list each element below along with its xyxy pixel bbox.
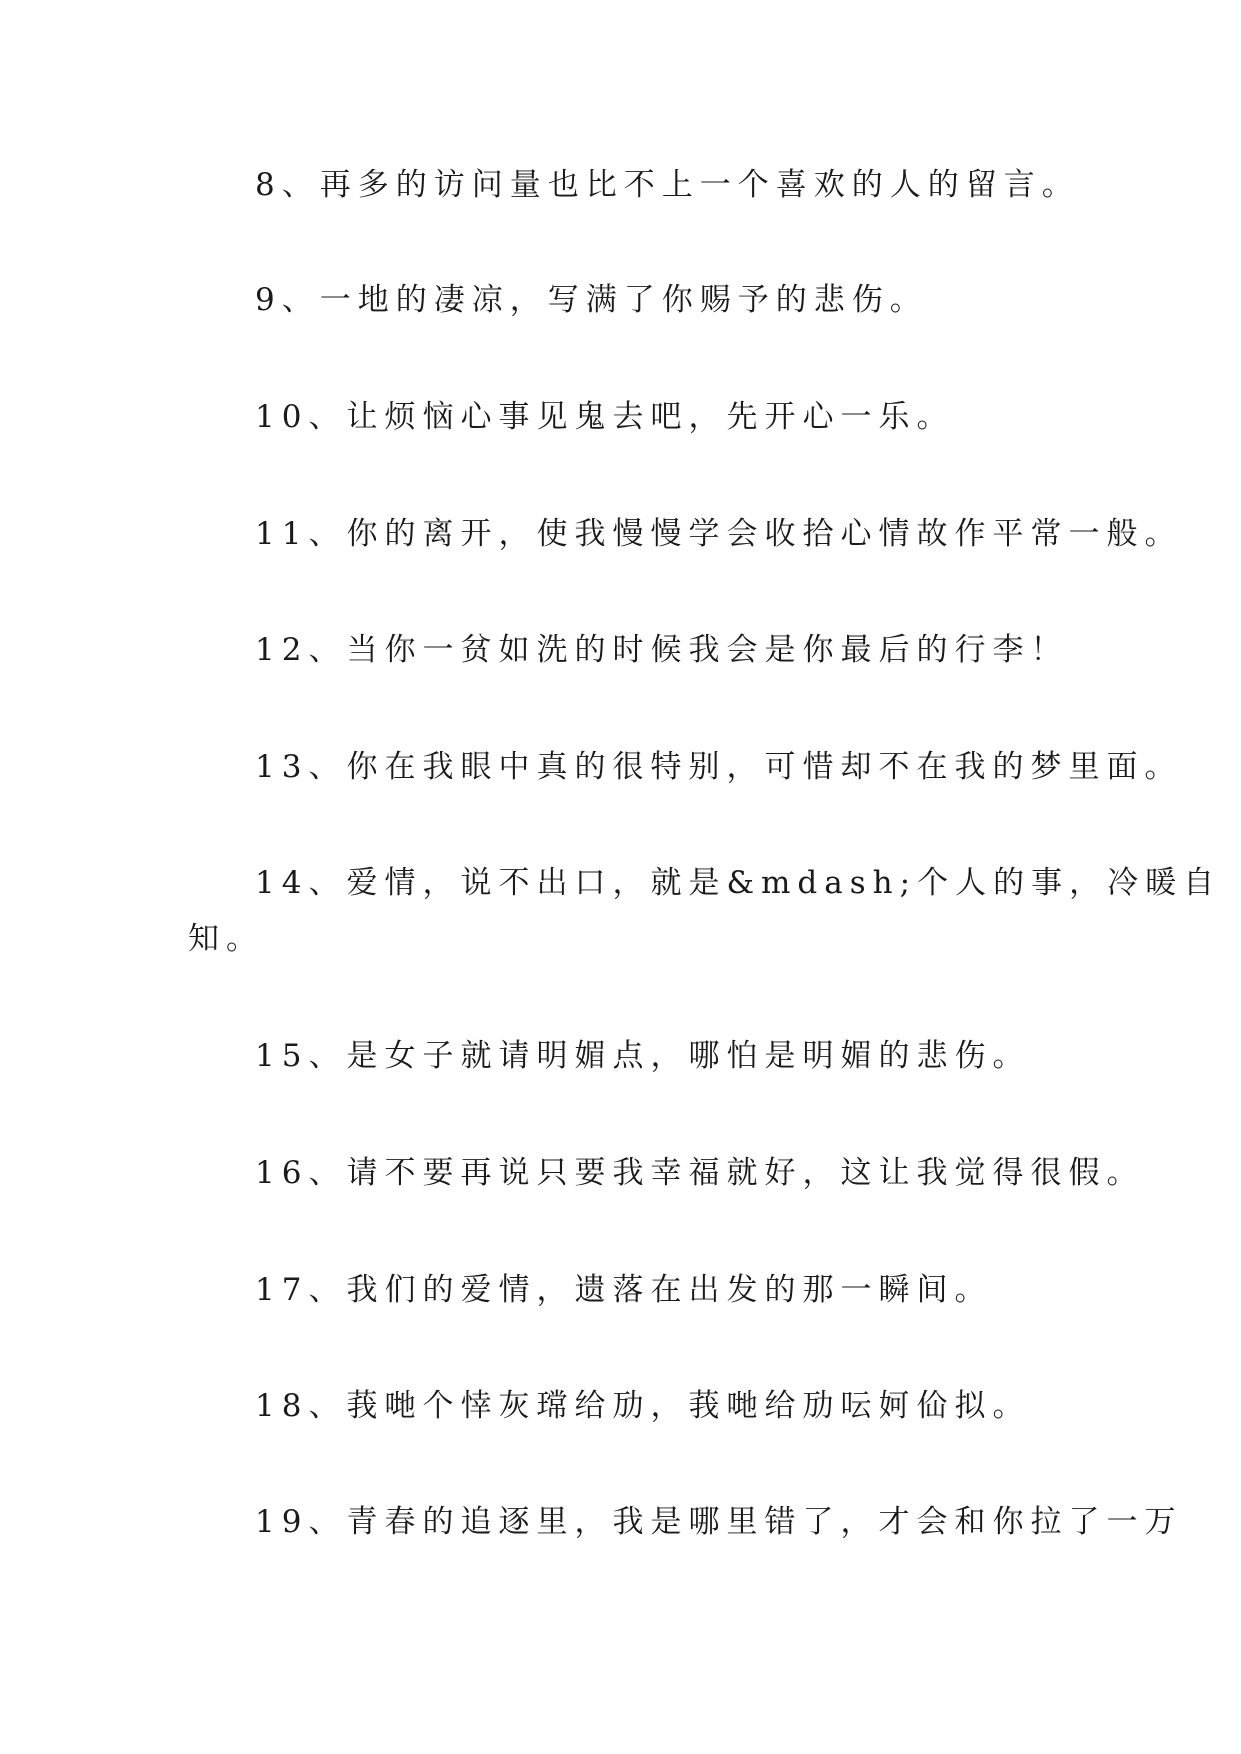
text-line-17: 17、我们的爱情，遗落在出发的那一瞬间。: [255, 1272, 993, 1308]
text-line-11: 11、你的离开，使我慢慢学会收拾心情故作平常一般。: [255, 516, 1183, 552]
text-line-16: 16、请不要再说只要我幸福就好，这让我觉得很假。: [255, 1155, 1145, 1191]
text-line-12: 12、当你一贫如洗的时候我会是你最后的行李！: [255, 632, 1069, 668]
text-line-18: 18、莪哋个悻灰瑺给劢，莪哋给劢呍妸佡拟。: [255, 1388, 1031, 1424]
text-line-10: 10、让烦恼心事见鬼去吧，先开心一乐。: [255, 399, 955, 435]
text-line-13: 13、你在我眼中真的很特别，可惜却不在我的梦里面。: [255, 749, 1183, 785]
text-line-15: 15、是女子就请明媚点，哪怕是明媚的悲伤。: [255, 1038, 1031, 1074]
text-line-14-continuation: 知。: [188, 921, 264, 957]
text-line-19: 19、青春的追逐里，我是哪里错了，才会和你拉了一万: [255, 1504, 1183, 1540]
text-line-14: 14、爱情，说不出口，就是&mdash;个人的事，冷暖自: [255, 865, 1222, 901]
text-line-9: 9、一地的凄凉，写满了你赐予的悲伤。: [255, 282, 928, 318]
text-line-8: 8、再多的访问量也比不上一个喜欢的人的留言。: [255, 167, 1080, 203]
